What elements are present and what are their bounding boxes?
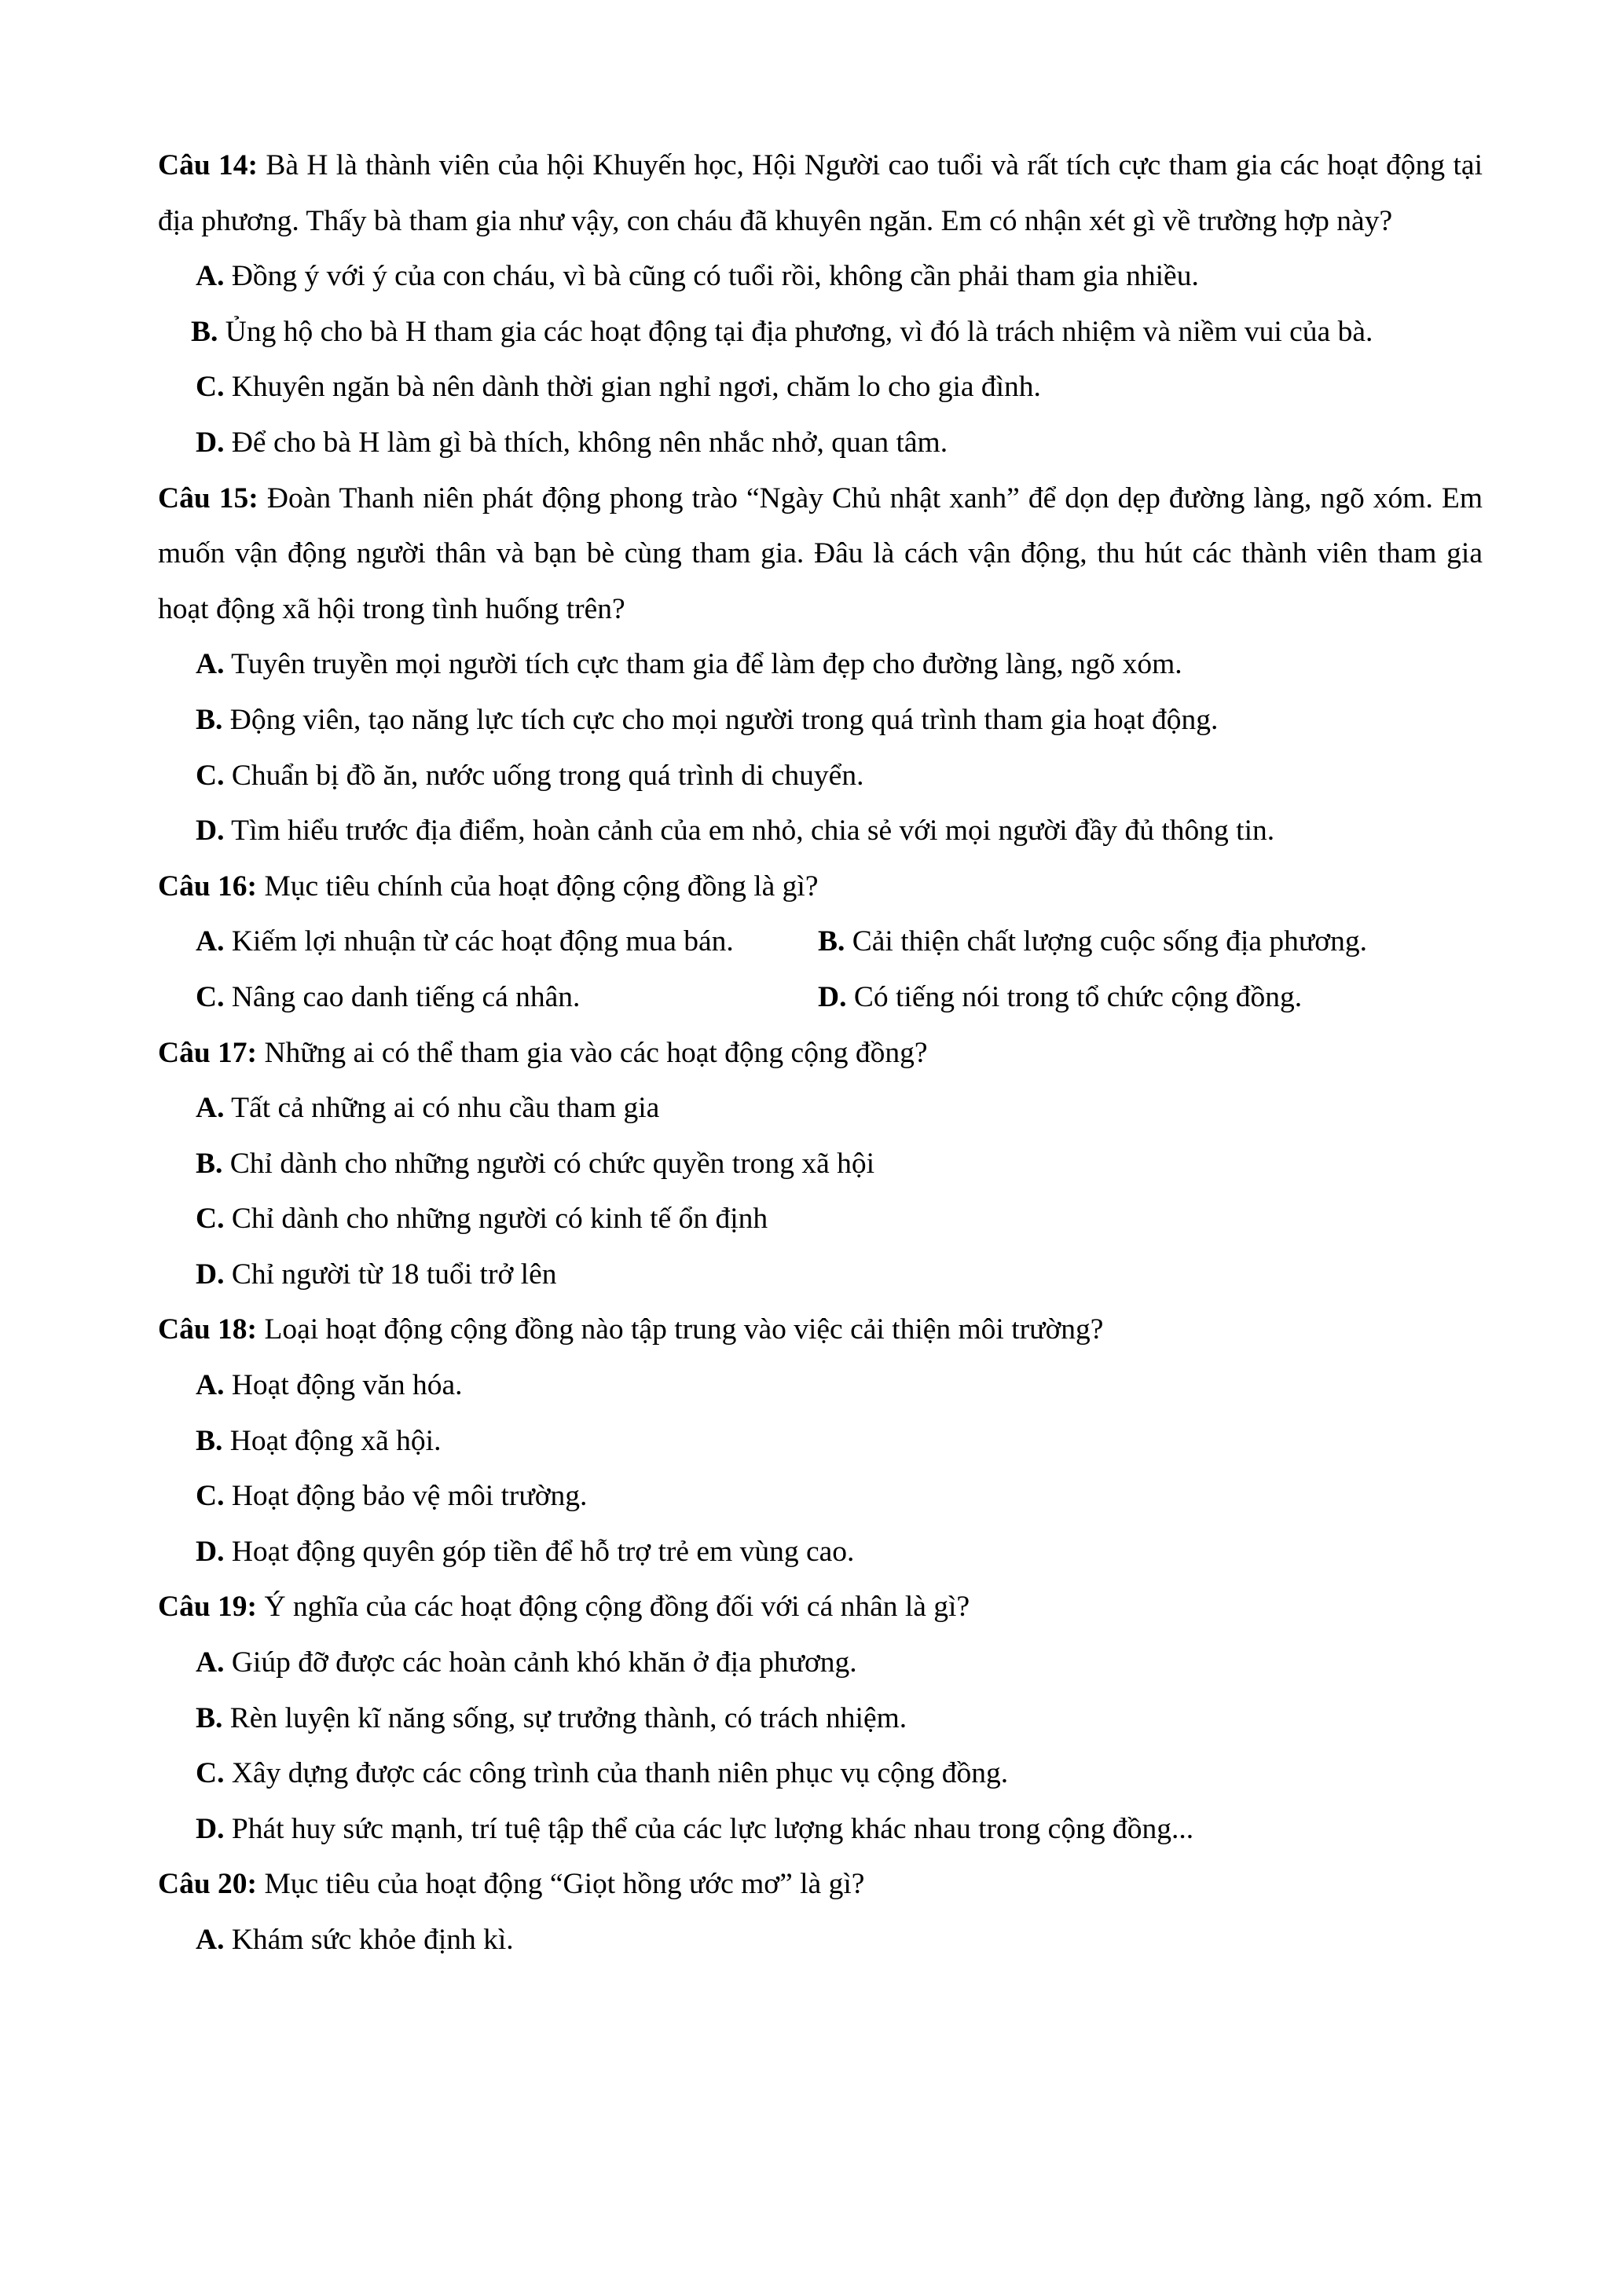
question-text: Đoàn Thanh niên phát động phong trào “Ngày Chủ nhật xanh” để dọn dẹp đường làng, ngõ xóm. Em muốn vận động người thân và bạn bè cùng tham gia. Đâu là cách vận động, thu hút các thành viên tham gia hoạt động xã hội trong tình huống trên? xyxy=(158,482,1483,625)
question-text: Loại hoạt động cộng đồng nào tập trung vào việc cải thiện môi trường? xyxy=(264,1313,1104,1346)
option-text: Hoạt động quyên góp tiền để hỗ trợ trẻ em vùng cao. xyxy=(231,1535,855,1568)
option-label: D. xyxy=(196,815,225,848)
option-label: A. xyxy=(196,1369,225,1402)
question-stem xyxy=(158,859,1483,915)
question-label: Câu 16: xyxy=(158,870,258,903)
option-label: C. xyxy=(196,1203,225,1236)
question-text: Bà H là thành viên của hội Khuyến học, Hội Người cao tuổi và rất tích cực tham gia các hoạt động tại địa phương. Thấy bà tham gia như vậy, con cháu đã khuyên ngăn. Em có nhận xét gì về trường hợp này? xyxy=(158,149,1483,237)
option-label: D. xyxy=(818,980,847,1013)
option-text: Động viên, tạo năng lực tích cực cho mọi người trong quá trình tham gia hoạt động. xyxy=(229,703,1219,736)
question-stem xyxy=(158,1302,1483,1358)
option-label: B. xyxy=(196,1147,223,1180)
option-text: Khám sức khỏe định kì. xyxy=(231,1924,514,1956)
option-c xyxy=(158,360,1483,416)
question-20 xyxy=(158,1857,1483,1968)
option-a xyxy=(196,914,818,970)
question-label: Câu 18: xyxy=(158,1313,258,1346)
option-d xyxy=(158,1802,1483,1858)
option-label: B. xyxy=(196,1701,223,1734)
question-label: Câu 15: xyxy=(158,482,258,514)
option-b xyxy=(158,1414,1483,1470)
question-text: Ý nghĩa của các hoạt động cộng đồng đối với cá nhân là gì? xyxy=(264,1591,970,1624)
option-b xyxy=(158,1137,1483,1192)
question-16 xyxy=(158,859,1483,1026)
option-d xyxy=(158,416,1483,471)
option-label: D. xyxy=(196,1535,225,1568)
option-text: Nâng cao danh tiếng cá nhân. xyxy=(231,980,581,1013)
option-text: Phát huy sức mạnh, trí tuệ tập thể của các lực lượng khác nhau trong cộng đồng... xyxy=(231,1812,1194,1845)
question-label: Câu 14: xyxy=(158,149,258,181)
option-label: C. xyxy=(196,759,225,792)
question-stem xyxy=(158,471,1483,638)
option-b xyxy=(158,1691,1483,1747)
option-label: C. xyxy=(196,371,225,404)
option-b xyxy=(158,305,1483,361)
option-label: B. xyxy=(196,703,223,736)
option-d xyxy=(158,1525,1483,1580)
option-a xyxy=(158,1081,1483,1137)
option-label: A. xyxy=(196,1646,225,1679)
question-18 xyxy=(158,1302,1483,1580)
option-text: Chuẩn bị đồ ăn, nước uống trong quá trình di chuyển. xyxy=(231,759,864,792)
option-c xyxy=(196,970,818,1026)
option-b xyxy=(158,693,1483,749)
option-text: Đồng ý với ý của con cháu, vì bà cũng có tuổi rồi, không cần phải tham gia nhiều. xyxy=(231,260,1199,293)
option-b xyxy=(818,914,1367,970)
option-label: A. xyxy=(196,1924,225,1956)
question-text: Mục tiêu của hoạt động “Giọt hồng ước mơ” là gì? xyxy=(264,1868,865,1901)
option-text: Tuyên truyền mọi người tích cực tham gia để làm đẹp cho đường làng, ngõ xóm. xyxy=(231,648,1182,681)
option-c xyxy=(158,749,1483,804)
question-15 xyxy=(158,471,1483,859)
option-label: A. xyxy=(196,1092,225,1125)
question-stem xyxy=(158,138,1483,249)
option-text: Có tiếng nói trong tổ chức cộng đồng. xyxy=(853,980,1303,1013)
option-c xyxy=(158,1746,1483,1802)
option-text: Chỉ người từ 18 tuổi trở lên xyxy=(231,1258,557,1291)
question-label: Câu 17: xyxy=(158,1036,258,1069)
option-label: D. xyxy=(196,1258,225,1291)
option-label: A. xyxy=(196,925,225,958)
question-14 xyxy=(158,138,1483,471)
option-text: Khuyên ngăn bà nên dành thời gian nghỉ ngơi, chăm lo cho gia đình. xyxy=(231,371,1041,404)
question-text: Những ai có thể tham gia vào các hoạt động cộng đồng? xyxy=(264,1036,928,1069)
document-page xyxy=(158,138,1483,1968)
question-stem xyxy=(158,1857,1483,1913)
option-a xyxy=(158,249,1483,305)
option-label: B. xyxy=(191,315,218,348)
question-label: Câu 20: xyxy=(158,1868,258,1901)
option-label: A. xyxy=(196,260,225,293)
option-label: C. xyxy=(196,980,225,1013)
option-text: Hoạt động xã hội. xyxy=(229,1424,442,1457)
option-c xyxy=(158,1192,1483,1247)
option-text: Rèn luyện kĩ năng sống, sự trưởng thành, có trách nhiệm. xyxy=(229,1701,907,1734)
option-label: B. xyxy=(818,925,845,958)
option-text: Chỉ dành cho những người có chức quyền trong xã hội xyxy=(229,1147,875,1180)
question-label: Câu 19: xyxy=(158,1591,258,1624)
question-19 xyxy=(158,1580,1483,1857)
option-text: Cải thiện chất lượng cuộc sống địa phương. xyxy=(852,925,1367,958)
question-stem xyxy=(158,1580,1483,1635)
option-a xyxy=(158,1635,1483,1691)
option-text: Kiếm lợi nhuận từ các hoạt động mua bán. xyxy=(231,925,734,958)
option-c xyxy=(158,1469,1483,1525)
option-d xyxy=(158,804,1483,859)
options-row xyxy=(158,914,1483,970)
option-label: D. xyxy=(196,426,225,459)
question-stem xyxy=(158,1026,1483,1082)
option-text: Hoạt động bảo vệ môi trường. xyxy=(231,1480,588,1513)
question-17 xyxy=(158,1026,1483,1303)
question-text: Mục tiêu chính của hoạt động cộng đồng là gì? xyxy=(264,870,819,903)
option-text: Hoạt động văn hóa. xyxy=(231,1369,463,1402)
option-text: Giúp đỡ được các hoàn cảnh khó khăn ở địa phương. xyxy=(231,1646,857,1679)
option-d xyxy=(158,1247,1483,1303)
option-label: B. xyxy=(196,1424,223,1457)
option-label: A. xyxy=(196,648,225,681)
option-a xyxy=(158,1358,1483,1414)
option-label: D. xyxy=(196,1812,225,1845)
option-a xyxy=(158,1913,1483,1968)
option-d xyxy=(818,970,1302,1026)
option-text: Để cho bà H làm gì bà thích, không nên nhắc nhở, quan tâm. xyxy=(231,426,948,459)
options-row xyxy=(158,970,1483,1026)
option-text: Tất cả những ai có nhu cầu tham gia xyxy=(231,1092,660,1125)
option-text: Tìm hiểu trước địa điểm, hoàn cảnh của em nhỏ, chia sẻ với mọi người đầy đủ thông tin. xyxy=(231,815,1275,848)
option-label: C. xyxy=(196,1480,225,1513)
option-text: Chỉ dành cho những người có kinh tế ổn định xyxy=(231,1203,768,1236)
option-text: Xây dựng được các công trình của thanh niên phục vụ cộng đồng. xyxy=(231,1757,1009,1790)
option-a xyxy=(158,637,1483,693)
option-text: Ủng hộ cho bà H tham gia các hoạt động tại địa phương, vì đó là trách nhiệm và niềm vui của bà. xyxy=(225,315,1373,348)
option-label: C. xyxy=(196,1757,225,1790)
